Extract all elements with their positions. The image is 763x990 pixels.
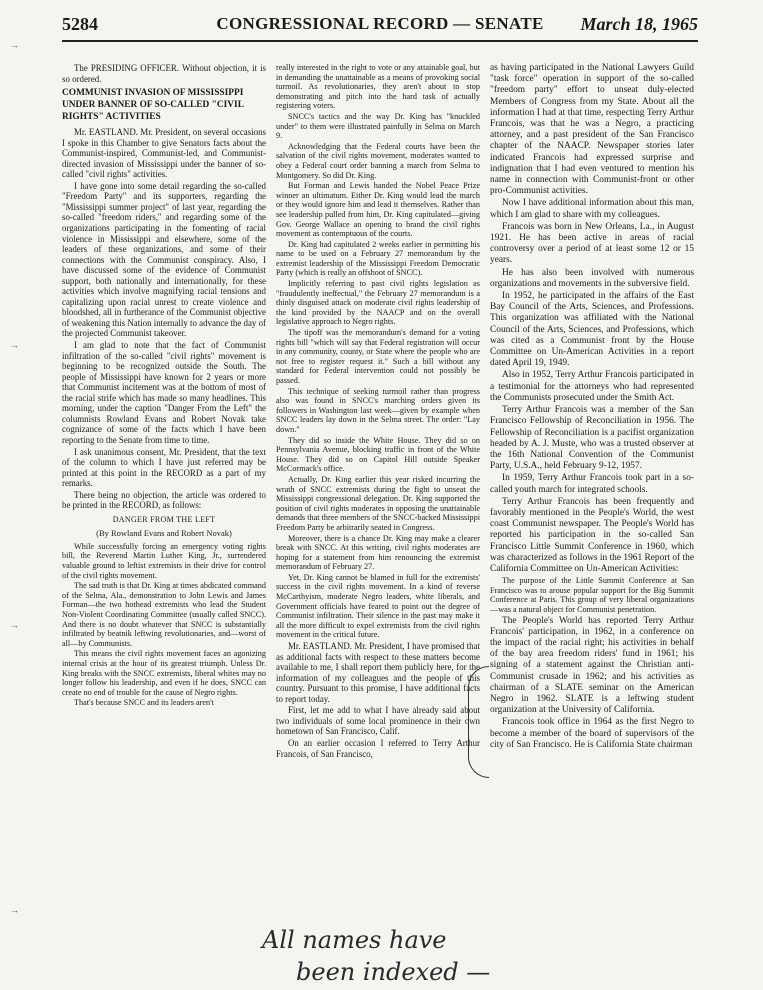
paragraph: On an earlier occasion I referred to Terry Arthur Francois, of San Francisco, <box>276 737 480 759</box>
paragraph: In 1952, he participated in the affairs of the East Bay Council of the Arts, Sciences, and Professions. This organization was affiliated with the National Council of the Arts, Sciences, and Professions, which was cited as a Communist front by the House Committee on Un-American Activities in a report dated April 19, 1949. <box>490 291 694 369</box>
page-number: 5284 <box>62 14 98 34</box>
handwritten-bracket <box>468 666 489 778</box>
punch-mark: → <box>10 40 19 50</box>
paragraph: Mr. EASTLAND. Mr. President, on several occasions I spoke in this Chamber to give Senators facts about the Communist-inspired, Communist-led, and Communist-directed invasion of Mississippi under the banner of so-called "civil rights" activities. <box>62 127 266 180</box>
article-paragraph: The tipoff was the memorandum's demand for a voting rights bill "which will say that Federal registration will occur in any community, county, or State where the people who are not free to register request it." Such a bill without any standard for Federal intervention could not possibly be passed. <box>276 328 480 385</box>
issue-date: March 18, 1965 <box>580 14 698 34</box>
handwritten-note-line-1: All names have <box>262 926 447 954</box>
section-heading: COMMUNIST INVASION OF MISSISSIPPI UNDER BANNER OF SO-CALLED "CIVIL RIGHTS" ACTIVITIES <box>62 88 244 123</box>
article-paragraph: The sad truth is that Dr. King at times abdicated command of the Selma, Ala., demonstration to John Lewis and James Forman—the two hothead extremists who lead the Student Non-Violent Coordinating Committee (usually called SNCC). And there is no doubt whatever that SNCC is substantially infiltrated by beatnik leftwing revolutionaries, and—worst of all—by Communists. <box>62 581 266 648</box>
paragraph: He has also been involved with numerous organizations and movements in the subversive field. <box>490 267 694 289</box>
paragraph: Francois was born in New Orleans, La., in August 1921. He has been active in areas of racial controversy over a period of at least some 12 or 15 years. <box>490 221 694 266</box>
paragraph: I have gone into some detail regarding the so-called "Freedom Party" and its supporters, regarding the "Mississippi summer project" of last year, regarding the so-called "freedom riders," and regarding some of the organizations participating in the fomenting of racial violence in Mississippi and elsewhere, some of the leaders of these organizations, and some of their connections with the Communist conspiracy. Also, I have discussed some of the evidence of Communist support, both nationally and internationally, for these activities which involve magnifying racial tensions and capitalizing upon racial unrest to create violence and bloodshed, all in furtherance of the Communist objective of weakening this Nation internally to advance the day of the projected Communist takeover. <box>62 180 266 339</box>
header-rule <box>62 40 698 42</box>
paragraph: I am glad to note that the fact of Communist infiltration of the so-called "civil rights" movement is beginning to be recognized outside the South. The people of Mississippi have known for 2 years or more that Communist incitement was at the bottom of most of the racial strife which has made so many headlines. This morning, under the caption "Danger From the Left" the columnists Rowland Evans and Robert Novak take cognizance of some of the facts which I have been reporting to the Senate from time to time. <box>62 340 266 445</box>
article-paragraph: Actually, Dr. King earlier this year risked incurring the wrath of SNCC extremists during the fight to unseat the Mississippi congressional delegation. Dr. King supported the position of civil rights moderates in opposing the unattainable demands that three members of the SNCC-backed Mississippi Freedom Party be arbitrarily seated in Congress. <box>276 474 480 532</box>
paragraph: The PRESIDING OFFICER. Without objection, it is so ordered. <box>62 63 266 84</box>
publication-title: CONGRESSIONAL RECORD — SENATE <box>216 14 544 33</box>
paragraph: In 1959, Terry Arthur Francois took part in a so-called youth march for integrated schools. <box>490 473 694 495</box>
paragraph: There being no objection, the article was ordered to be printed in the RECORD, as follows: <box>62 489 266 511</box>
paragraph: I ask unanimous consent, Mr. President, that the text of the column to which I have just referred may be printed at this point in the RECORD as a part of my remarks. <box>62 446 266 489</box>
handwritten-note-line-2: been indexed — <box>296 958 491 986</box>
punch-mark: → <box>10 620 19 630</box>
article-paragraph: Moreover, there is a chance Dr. King may make a clearer break with SNCC. At this writing, civil rights moderates are hoping for a statement from him renouncing the extremist memorandum of February 27. <box>276 533 480 572</box>
paragraph: The People's World has reported Terry Arthur Francois' participation, in 1962, in a conference on the impact of the racial right; his activities in behalf of the bay area freedom riders' fund in 1961; his signing of a statement against the Christian anti-Communist crusade in 1962; and his activities as chairman of a SLATE seminar on the American Negro in 1962. SLATE is a leftwing student organization at the University of California. <box>490 615 694 716</box>
article-paragraph: Acknowledging that the Federal courts have been the salvation of the civil rights movement, moderates wanted to obey a Federal court order banning a march from Selma to Montgomery. So did Dr. King. <box>276 141 480 180</box>
article-byline: (By Rowland Evans and Robert Novak) <box>96 528 232 539</box>
article-paragraph: While successfully forcing an emergency voting rights bill, the Reverend Martin Luther King, Jr., surrendered valuable ground to leftist extremists in their drive for control of the civil rights movement. <box>62 541 266 580</box>
paragraph: Terry Arthur Francois was a member of the San Francisco Fellowship of Reconciliation in 1956. The Fellowship of Reconciliation is a pacifist organization headed by A. J. Muste, who was a trusted observer at the 16th National Convention of the Communist Party, U.S.A., held February 9-12, 1957. <box>490 405 694 472</box>
punch-mark: → <box>10 340 19 350</box>
punch-mark: → <box>10 905 19 915</box>
article-title: DANGER FROM THE LEFT <box>112 514 216 524</box>
article-paragraph: really interested in the right to vote or any attainable goal, but in demanding the unattainable as a means of provoking social turmoil. As revolutionaries, they aren't about to stop demonstrating and pitch into the hard task of actually registering voters. <box>276 63 480 111</box>
paragraph: Now I have additional information about this man, which I am glad to share with my colleagues. <box>490 198 694 220</box>
article-paragraph: Implicitly referring to past civil rights legislation as "fraudulently ineffectual," the February 27 memorandum is a thinly disguised attack on moderate civil rights leadership of the kind provided by the NAACP and on the overall legislative approach to Negro rights. <box>276 279 480 327</box>
paragraph: Also in 1952, Terry Arthur Francois participated in a testimonial for the attorneys who had represented the Communists prosecuted under the Smith Act. <box>490 370 694 403</box>
article-paragraph: This means the civil rights movement faces an agonizing internal crisis at the hour of its greatest triumph. Unless Dr. King breaks with the SNCC extremists, liberal whites may no longer follow his leadership, and even if he does, SNCC can create no end of trouble for the cause of Negro rights. <box>62 649 266 697</box>
paragraph: as having participated in the National Lawyers Guild "task force" operation in support of the so-called "freedom party" effort to unseat duly-elected Members of Congress from my State. About all the information I had at that time, respecting Terry Arthur Francois, was that he was a Negro, a practicing attorney, and a past president of the San Francisco chapter of the NAACP. Newspaper stories later indicated Francois had expressed surprise and indignation that I had even ventured to mention his name in connection with Communist-front or other pro-Communist activities. <box>490 63 694 197</box>
article-paragraph: Yet, Dr. King cannot be blamed in full for the extremists' success in the civil rights movement. In a kind of reverse McCarthyism, moderate Negro leaders, white liberals, and Government officials have feared to point out the degree of Communist infiltration. Their silence in the past may make it all the more difficult to expel extremists from the civil rights movement in the critical future. <box>276 572 480 640</box>
paragraph: Terry Arthur Francois has been frequently and favorably mentioned in the People's World, the west coast Communist newspaper. The People's World has reported his participation in the so-called San Francisco Little Summit Conference in 1960, which was characterized as follows in the 1961 Report of the California Committee on Un-American Activities: <box>490 496 694 574</box>
paragraph: Mr. EASTLAND. Mr. President, I have promised that as additional facts with respect to these matters become available to me, I shall report them publicly here, for the information of my colleagues and the people of this country. Pursuant to this promise, I have additional facts to report today. <box>276 641 480 704</box>
page-header <box>62 14 698 36</box>
paragraph: First, let me add to what I have already said about two individuals of some local prominence in their own hometown of San Francisco, Calif. <box>276 705 480 737</box>
column-2 <box>276 63 480 760</box>
article-paragraph: That's because SNCC and its leaders aren't <box>74 698 214 708</box>
article-paragraph: This technique of seeking turmoil rather than progress also was found in SNCC's marching orders given its followers in Washington last week—given by example when SNCC leaders lay down in the Selma street. The order: "Lay down." <box>276 386 480 434</box>
article-paragraph: Dr. King had capitulated 2 weeks earlier in permitting his name to be used on a February 27 memorandum by the extremist leadership of the Mississippi Freedom Democratic Party (which is really an offshoot of SNCC). <box>276 239 480 278</box>
block-quote: The purpose of the Little Summit Conference at San Francisco was to arouse popular support for the Big Summit Conference at Paris. This group of very liberal organizations—was a natural object for Communist penetration. <box>490 576 694 614</box>
paragraph: Francois took office in 1964 as the first Negro to become a member of the board of supervisors of the city of San Francisco. He is California State chairman <box>490 717 694 750</box>
article-paragraph: But Forman and Lewis handed the Nobel Peace Prize winner an ultimatum. Either Dr. King would lead the march or they would ignore him and lead it themselves. Rather than see leadership pulled from him, Dr. King capitulated—giving Gov. George Wallace an opening to brand the civil rights movement as contemptuous of the courts. <box>276 181 480 239</box>
column-1 <box>62 63 266 709</box>
article-paragraph: They did so inside the White House. They did so on Pennsylvania Avenue, blocking traffic in front of the White House. They did so on Capitol Hill outside Speaker McCormack's office. <box>276 435 480 474</box>
article-paragraph: SNCC's tactics and the way Dr. King has "knuckled under" to them were illustrated painfully in Selma on March 9. <box>276 111 480 141</box>
column-3 <box>490 63 694 752</box>
